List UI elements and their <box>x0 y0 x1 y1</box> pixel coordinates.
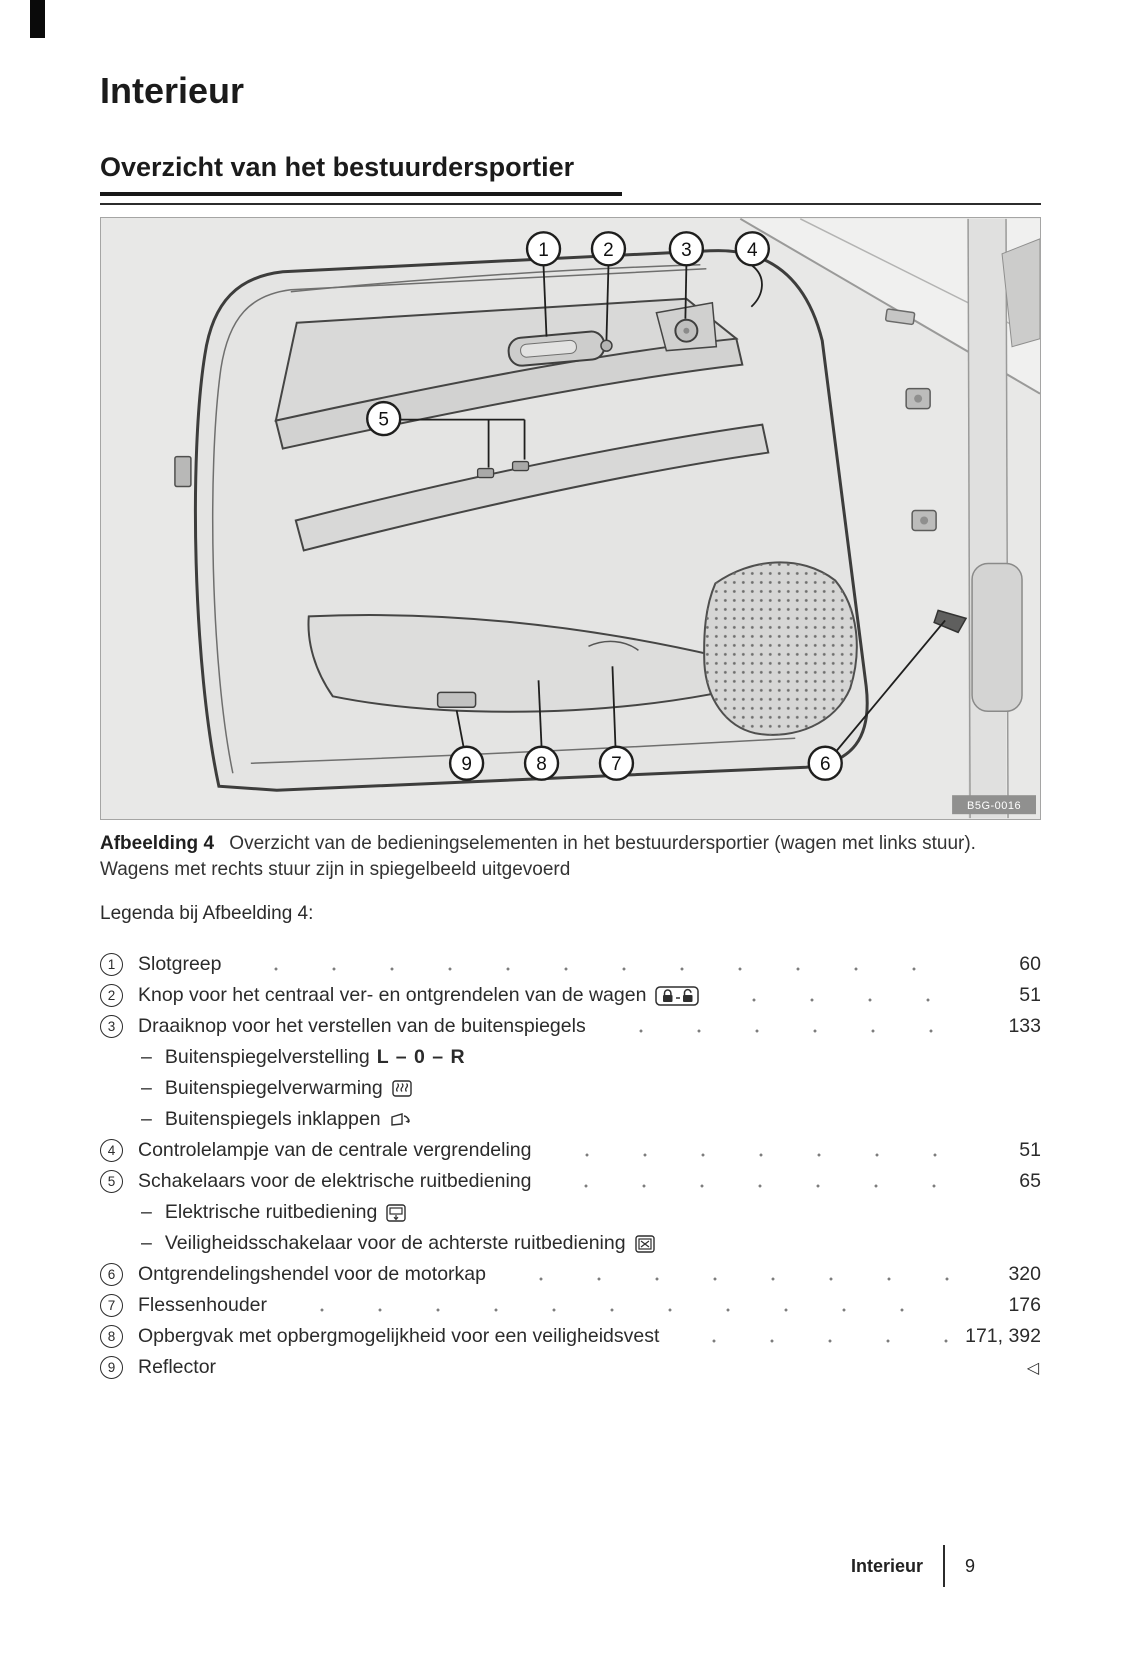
figure-code-badge <box>952 795 1036 814</box>
legend-intro: Legenda bij Afbeelding 4: <box>100 903 314 924</box>
legend-number: 6 <box>100 1263 123 1286</box>
svg-text:7: 7 <box>611 754 622 776</box>
svg-text:B5G-0016: B5G-0016 <box>967 800 1022 813</box>
svg-text:4: 4 <box>747 239 758 261</box>
legend-label: Schakelaars voor de elektrische ruitbediening <box>138 1170 532 1192</box>
figure-caption-line2: Wagens met rechts stuur zijn in spiegelbeeld uitgevoerd <box>100 859 571 880</box>
central-locking-knob <box>601 340 612 351</box>
callout-9 <box>450 747 483 780</box>
callout-3 <box>670 232 703 265</box>
callout-7 <box>600 747 633 780</box>
legend-item-4 <box>100 1135 1041 1166</box>
callout-2 <box>592 232 625 265</box>
svg-text:6: 6 <box>819 754 831 776</box>
dash-bullet: – <box>141 1046 152 1068</box>
legend-number: 9 <box>100 1356 123 1379</box>
dot-leader <box>279 1290 949 1321</box>
callout-8 <box>525 747 558 780</box>
window-control-icon <box>386 1204 406 1222</box>
mirror-position-labels: L – 0 – R <box>376 1046 466 1068</box>
rear-window-safety-icon <box>635 1235 655 1253</box>
dash-bullet: – <box>141 1232 152 1254</box>
legend-number: 7 <box>100 1294 123 1317</box>
page-reference: 65 <box>1019 1170 1041 1192</box>
page-reference: 133 <box>1008 1015 1041 1037</box>
page-content <box>100 0 1041 1383</box>
page-reference: 176 <box>1008 1294 1041 1316</box>
callout-6 <box>809 747 842 780</box>
exterior-handle-edge <box>175 457 191 487</box>
figure-caption-label: Afbeelding 4 <box>100 833 215 854</box>
legend-subitem-rear-window-safety <box>100 1228 1041 1259</box>
dot-leader <box>498 1259 949 1290</box>
dot-leader <box>233 949 949 980</box>
legend-item-3 <box>100 1011 1041 1042</box>
mirror-heating-icon <box>392 1080 412 1097</box>
legend-label: Knop voor het centraal ver- en ontgrendelen van de wagen <box>138 984 647 1006</box>
page-footer <box>100 1545 1041 1587</box>
callout-1 <box>527 232 560 265</box>
print-registration-mark <box>30 0 45 38</box>
dot-leader <box>544 1135 950 1166</box>
b-pillar <box>968 219 1006 818</box>
window-switch-rear <box>513 462 529 471</box>
svg-text:1: 1 <box>538 239 549 261</box>
mirror-fold-icon <box>390 1112 412 1128</box>
central-locking-icon <box>655 986 699 1006</box>
door-illustration <box>101 218 1040 819</box>
door-hinge-lower <box>912 511 936 531</box>
horizontal-rule <box>100 203 1041 205</box>
window-switch-front <box>478 469 494 478</box>
page-reference: 60 <box>1019 953 1041 975</box>
legend-label: Buitenspiegelverwarming <box>164 1077 383 1099</box>
legend-number: 3 <box>100 1015 123 1038</box>
callout-5 <box>367 402 400 435</box>
legend-item-9 <box>100 1352 1041 1383</box>
legend-subitem-window-control <box>100 1197 1041 1228</box>
legend-label: Buitenspiegels inklappen <box>164 1108 381 1130</box>
legend-label: Flessenhouder <box>138 1294 267 1316</box>
dash-bullet: – <box>141 1201 152 1223</box>
legend-number: 5 <box>100 1170 123 1193</box>
footer-section-label: Interieur <box>850 1555 923 1576</box>
sill-trim <box>972 563 1022 711</box>
section-title: Overzicht van het bestuurdersportier <box>100 152 622 196</box>
section-end-icon: ◁ <box>1026 1359 1039 1377</box>
svg-text:5: 5 <box>378 409 389 431</box>
legend-label: Controlelampje van de centrale vergrendeling <box>138 1139 532 1161</box>
legend-item-8 <box>100 1321 1041 1352</box>
section-heading-wrap <box>100 152 1041 196</box>
legend-list <box>100 949 1041 1383</box>
dash-bullet: – <box>141 1077 152 1099</box>
page-reference: 51 <box>1019 1139 1041 1161</box>
svg-text:9: 9 <box>461 754 472 776</box>
page-reference: 320 <box>1008 1263 1041 1285</box>
callout-4 <box>736 232 769 265</box>
dot-leader <box>671 1321 949 1352</box>
page-title: Interieur <box>100 70 245 111</box>
legend-item-2 <box>100 980 1041 1011</box>
legend-item-7 <box>100 1290 1041 1321</box>
dot-leader <box>711 980 949 1011</box>
legend-number: 4 <box>100 1139 123 1162</box>
legend-number: 2 <box>100 984 123 1007</box>
legend-subitem-mirror-fold <box>100 1104 1041 1135</box>
legend-label: Opbergvak met opbergmogelijkheid voor een veiligheidsvest <box>138 1325 660 1347</box>
legend-label: Veiligheidsschakelaar voor de achterste ruitbediening <box>164 1232 626 1254</box>
page-reference: 171, 392 <box>965 1325 1041 1347</box>
legend-label: Buitenspiegelverstelling <box>164 1046 370 1068</box>
legend-label: Reflector <box>138 1356 217 1378</box>
page-reference: 51 <box>1019 984 1041 1006</box>
dot-leader <box>543 1166 949 1197</box>
legend-label: Elektrische ruitbediening <box>164 1201 378 1223</box>
footer-page-number: 9 <box>964 1555 975 1576</box>
legend-subitem-mirror-heating <box>100 1073 1041 1104</box>
legend-number: 8 <box>100 1325 123 1348</box>
dash-bullet: – <box>141 1108 152 1130</box>
figure-caption-line1: Overzicht van de bedieningselementen in het bestuurdersportier (wagen met links stuur). <box>229 833 976 854</box>
legend-subitem-mirror-adjust <box>100 1042 1041 1073</box>
legend-item-5 <box>100 1166 1041 1197</box>
svg-text:3: 3 <box>681 239 692 261</box>
svg-text:2: 2 <box>603 239 614 261</box>
door-hinge-upper <box>906 389 930 409</box>
legend-label: Slotgreep <box>138 953 222 975</box>
legend-label: Draaiknop voor het verstellen van de buitenspiegels <box>138 1015 586 1037</box>
legend-number: 1 <box>100 953 123 976</box>
reflector <box>438 692 476 707</box>
dot-leader <box>598 1011 949 1042</box>
legend-label: Ontgrendelingshendel voor de motorkap <box>138 1263 486 1285</box>
figure-4 <box>100 217 1041 820</box>
footer-divider <box>943 1545 945 1587</box>
figure-caption <box>100 831 1041 883</box>
svg-text:8: 8 <box>536 754 547 776</box>
legend-item-1 <box>100 949 1041 980</box>
legend-item-6 <box>100 1259 1041 1290</box>
